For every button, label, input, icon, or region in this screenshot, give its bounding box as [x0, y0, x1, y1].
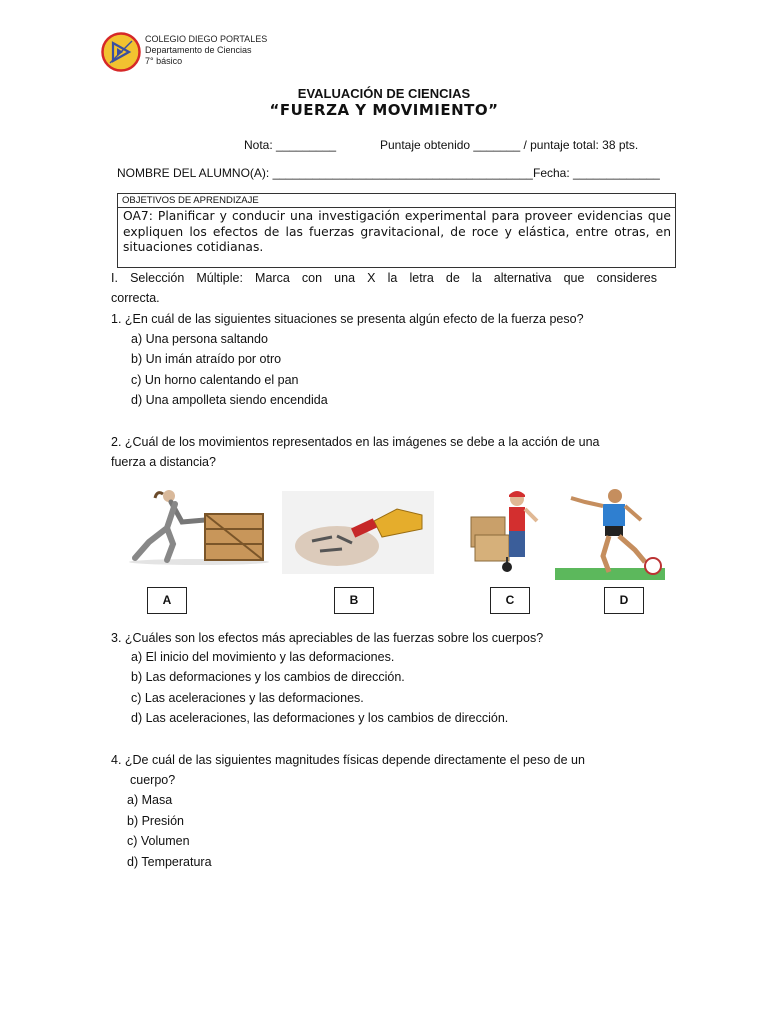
- section-instruction-cont: correcta.: [111, 291, 160, 305]
- question-2: 2. ¿Cuál de los movimientos representados en las imágenes se debe a la acción de una: [111, 435, 600, 449]
- image-label-d[interactable]: D: [604, 587, 644, 614]
- q4-option-c[interactable]: c) Volumen: [127, 834, 190, 848]
- objectives-box: [117, 193, 676, 268]
- objectives-heading: OBJETIVOS DE APRENDIZAJE: [118, 194, 675, 208]
- q1-option-a[interactable]: a) Una persona saltando: [131, 332, 268, 346]
- q1-option-c[interactable]: c) Un horno calentando el pan: [131, 373, 299, 387]
- student-name-field[interactable]: NOMBRE DEL ALUMNO(A): _______________________________________: [117, 166, 533, 180]
- objectives-text: OA7: Planificar y conducir una investigación experimental para proveer evidencias que expliquen los efectos de las fuerzas gravitacional, de roce y elástica, entre otras, en situaciones cotidianas.: [123, 209, 671, 254]
- department-name: Departamento de Ciencias: [145, 45, 252, 55]
- question-1: 1. ¿En cuál de las siguientes situaciones se presenta algún efecto de la fuerza peso?: [111, 312, 584, 326]
- q3-option-a[interactable]: a) El inicio del movimiento y las deformaciones.: [131, 650, 395, 664]
- image-soccer-kick: [555, 486, 665, 582]
- q3-option-c[interactable]: c) Las aceleraciones y las deformaciones.: [131, 691, 364, 705]
- grade-field[interactable]: Nota: _________: [244, 138, 337, 152]
- question-2-cont: fuerza a distancia?: [111, 455, 216, 469]
- date-field[interactable]: Fecha: _____________: [533, 166, 660, 180]
- question-4: 4. ¿De cuál de las siguientes magnitudes físicas depende directamente el peso de un: [111, 753, 585, 767]
- q3-option-d[interactable]: d) Las aceleraciones, las deformaciones y los cambios de dirección.: [131, 711, 509, 725]
- q4-option-a[interactable]: a) Masa: [127, 793, 173, 807]
- exam-title: EVALUACIÓN DE CIENCIAS: [297, 86, 471, 101]
- image-label-c[interactable]: C: [490, 587, 530, 614]
- q4-option-b[interactable]: b) Presión: [127, 814, 184, 828]
- school-name: COLEGIO DIEGO PORTALES: [145, 34, 268, 44]
- image-magnet-nails: [282, 491, 434, 574]
- q3-option-b[interactable]: b) Las deformaciones y los cambios de dirección.: [131, 670, 405, 684]
- exam-subtitle: “FUERZA Y MOVIMIENTO”: [269, 101, 499, 119]
- question-4-cont: cuerpo?: [130, 773, 176, 787]
- school-logo: [101, 32, 141, 72]
- grade-label: 7° básico: [145, 56, 183, 66]
- q4-option-d[interactable]: d) Temperatura: [127, 855, 212, 869]
- q1-option-d[interactable]: d) Una ampolleta siendo encendida: [131, 393, 328, 407]
- image-person-pushing-box: [127, 484, 270, 566]
- school-info: [145, 34, 267, 67]
- q1-option-b[interactable]: b) Un imán atraído por otro: [131, 352, 282, 366]
- question-3: 3. ¿Cuáles son los efectos más apreciables de las fuerzas sobre los cuerpos?: [111, 631, 544, 645]
- score-field[interactable]: Puntaje obtenido _______ / puntaje total: 38 pts.: [380, 138, 639, 152]
- image-label-b[interactable]: B: [334, 587, 374, 614]
- image-label-a[interactable]: A: [147, 587, 187, 614]
- section-instruction: I. Selección Múltiple: Marca con una X la letra de la alternativa que consideres: [111, 271, 657, 285]
- image-delivery-cart: [467, 487, 547, 575]
